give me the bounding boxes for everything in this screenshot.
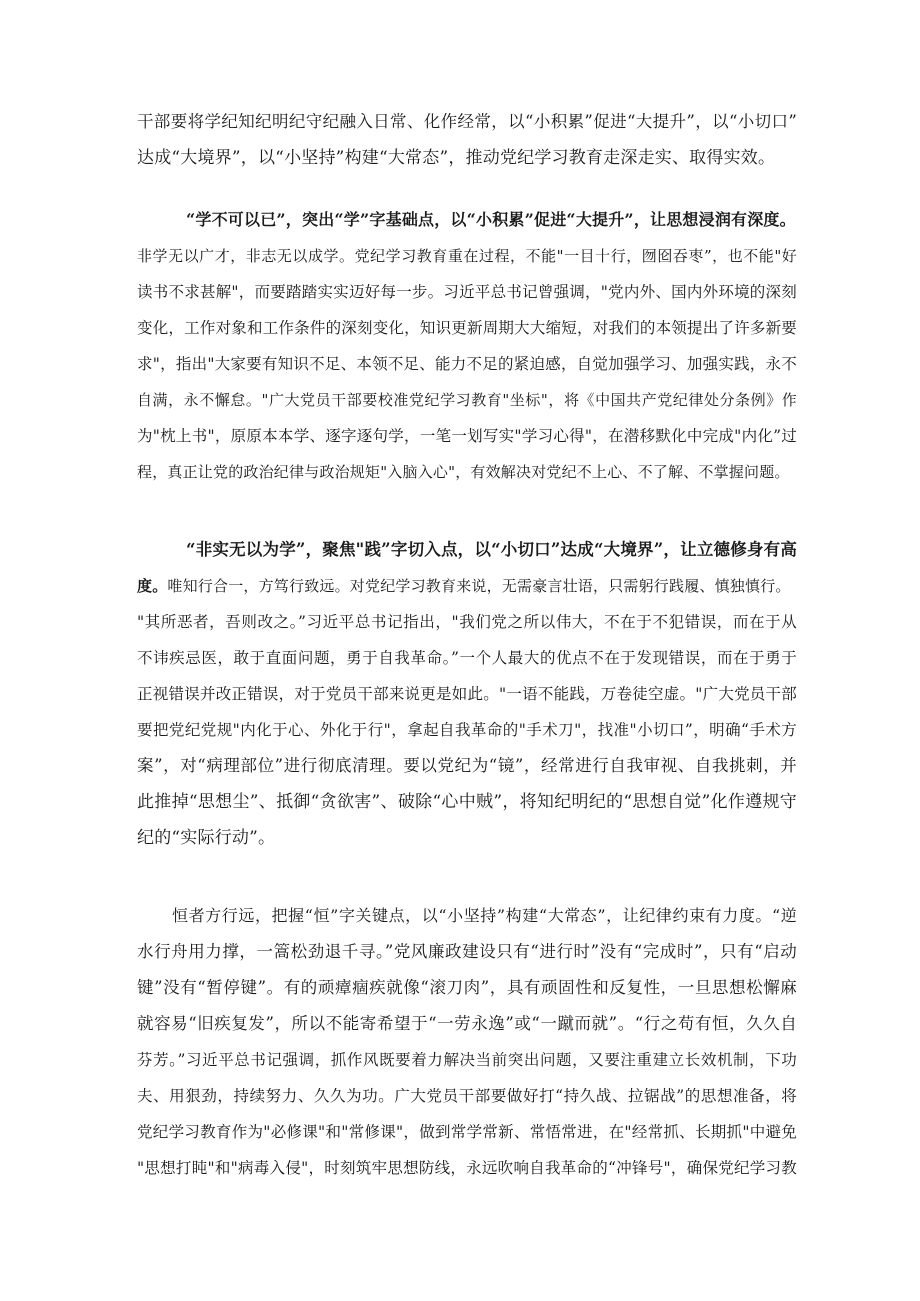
text-line: 变化，工作对象和工作条件的深刻变化，知识更新周期大大缩短，对我们的本领提出了许多新要 <box>137 319 797 337</box>
text-line: "其所恶者，吾则改之。”习近平总书记指出，"我们党之所以伟大，不在于不犯错误，而在于从 <box>137 613 797 631</box>
text-run: 唯知行合一，方笃行致远。对党纪学习教育来说，无需豪言壮语，只需躬行践履、慎独慎行。 <box>167 577 791 595</box>
text-line: 正视错误并改正错误，对于党员干部来说更是如此。"一语不能践，万卷徒空虚。"广大党员干部 <box>137 685 797 703</box>
paragraph-study <box>137 202 797 490</box>
text-line <box>137 568 797 604</box>
text-line: 恒者方行远，把握“恒”字关键点，以“小坚持”构建“大常态”，让纪律约束有力度。“逆 <box>172 906 797 925</box>
text-line: 自满，永不懈怠。"广大党员干部要校准党纪学习教育"坐标"，将《中国共产党纪律处分条例》作 <box>137 391 797 409</box>
text-line: 不讳疾忌医，敢于直面问题，勇于自我革命。”一个人最大的优点不在于发现错误，而在于勇于 <box>137 649 797 667</box>
text-line: 达成“大境界”，以“小坚持”构建“大常态”，推动党纪学习教育走深走实、取得实效。 <box>137 148 776 168</box>
text-line: 就容易“旧疾复发”，所以不能寄希望于“一劳永逸”或“一蹴而就”。“行之苟有恒，久久自 <box>137 1014 797 1033</box>
text-line: 案”，对“病理部位”进行彻底清理。要以党纪为“镜”，经常进行自我审视、自我挑刺，并 <box>137 756 797 775</box>
text-line: 此推掉“思想尘”、抵御“贪欲害”、破除“心中贼”，将知纪明纪的“思想自觉”化作遵规守 <box>137 792 797 812</box>
section-heading-study: “学不可以已”，突出“学”字基础点，以“小积累”促进“大提升”，让思想浸润有深度。 <box>186 210 796 229</box>
text-line: 读书不求甚解"，而要踏踏实实迈好每一步。习近平总书记曾强调，"党内外、国内外环境的深刻 <box>137 283 797 301</box>
text-line: 党纪学习教育作为"必修课"和"常修课"，做到常学常新、常悟常进，在"经常抓、长期抓"中避免 <box>137 1123 797 1141</box>
section-heading-practice-end: 度。 <box>137 577 168 595</box>
text-line: "思想打盹"和"病毒入侵"，时刻筑牢思想防线，永远吹响自我革命的“冲锋号"，确保党纪学习教 <box>137 1159 797 1177</box>
text-line: 水行舟用力撑，一篙松劲退千寻。”党风廉政建设只有“进行时”没有“完成时”，只有“启动 <box>137 942 797 961</box>
text-line: 干部要将学纪知纪明纪守纪融入日常、化作经常，以“小积累”促进“大提升”，以“小切口” <box>137 112 797 131</box>
paragraph-practice <box>137 532 797 856</box>
text-line: 为"枕上书"，原原本本学、逐字逐句学，一笔一划写实"学习心得"，在潜移默化中完成"内化”过 <box>137 427 797 445</box>
text-line: 键”没有“暂停键”。有的顽瘴痼疾就像“滚刀肉”，具有顽固性和反复性，一旦思想松懈麻 <box>137 978 797 997</box>
section-heading-practice: “非实无以为学”，聚焦"践”字切入点，以“小切口”达成“大境界”，让立德修身有高 <box>186 540 798 559</box>
paragraph-persistence <box>137 898 797 1186</box>
text-line: 非学无以广才，非志无以成学。党纪学习教育重在过程，不能"一目十行，囫囵吞枣”，也不能"好 <box>137 247 797 265</box>
text-line: 程，真正让党的政治纪律与政治规矩"入脑入心"，有效解决对党纪不上心、不了解、不掌握问题。 <box>137 463 790 481</box>
paragraph-intro <box>137 104 797 176</box>
text-line: 夫、用狠劲，持续努力、久久为功。广大党员干部要做好打“持久战、拉锯战”的思想准备，将 <box>137 1087 797 1105</box>
text-line: 纪的“实际行动”。 <box>137 828 276 848</box>
text-line: 要把党纪党规"内化于心、外化于行"，拿起自我革命的"手术刀"，找准"小切口”，明确“手术方 <box>137 721 797 739</box>
text-line: 芬芳。”习近平总书记强调，抓作风既要着力解决当前突出问题，又要注重建立长效机制，下功 <box>137 1051 797 1069</box>
text-line: 求"，指出"大家要有知识不足、本领不足、能力不足的紧迫感，自觉加强学习、加强实践，永不 <box>137 355 797 373</box>
